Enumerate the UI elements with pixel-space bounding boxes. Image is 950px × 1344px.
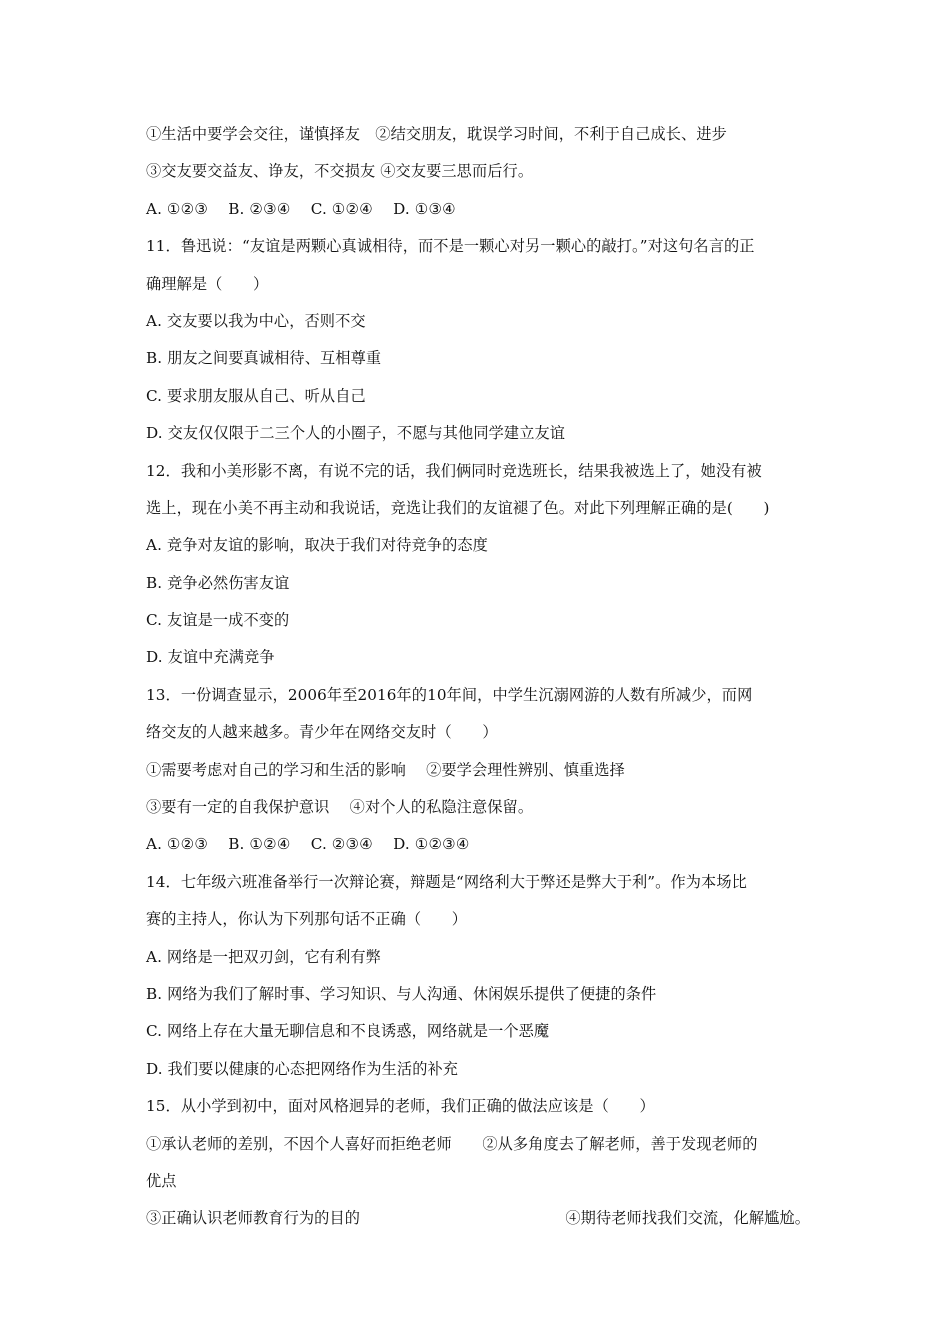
option-a: A. 网络是一把双刃剑，它有利有弊 xyxy=(146,947,381,966)
option-b: B. 网络为我们了解时事、学习知识、与人沟通、休闲娱乐提供了便捷的条件 xyxy=(146,984,657,1003)
question-14: 14．七年级六班准备举行一次辩论赛，辩题是“网络利大于弊还是弊大于利”。作为本场比 xyxy=(146,872,747,891)
option-d: D. 友谊中充满竞争 xyxy=(146,648,275,667)
text-line: 赛的主持人，你认为下列那句话不正确（ ） xyxy=(146,910,468,929)
option-c: C. 友谊是一成不变的 xyxy=(146,611,290,630)
text-line: 确理解是（ ） xyxy=(146,274,269,293)
answer-options: A. ①②③ B. ②③④ C. ①②④ D. ①③④ xyxy=(146,199,456,218)
option-a: A. 竞争对友谊的影响，取决于我们对待竞争的态度 xyxy=(146,536,488,555)
text-line: 选上，现在小美不再主动和我说话，竞选让我们的友谊褪了色。对此下列理解正确的是( ) xyxy=(146,498,770,517)
option-b: B. 竞争必然伤害友谊 xyxy=(146,573,290,592)
statement-3: ③正确认识老师教育行为的目的 xyxy=(146,1209,361,1228)
question-13: 13．一份调查显示，2006年至2016年的10年间，中学生沉溺网游的人数有所减少，而网 xyxy=(146,685,753,704)
text-line: ③交友要交益友、诤友，不交损友 ④交友要三思而后行。 xyxy=(146,162,534,181)
answer-options: A. ①②③ B. ①②④ C. ②③④ D. ①②③④ xyxy=(146,835,470,854)
question-content xyxy=(146,116,810,1238)
last-line xyxy=(146,1200,810,1237)
question-11: 11．鲁迅说：“友谊是两颗心真诚相待，而不是一颗心对另一颗心的敲打。”对这句名言的正 xyxy=(146,237,755,256)
option-d: D. 交友仅仅限于二三个人的小圈子，不愿与其他同学建立友谊 xyxy=(146,424,566,443)
option-a: A. 交友要以我为中心，否则不交 xyxy=(146,311,366,330)
option-c: C. 要求朋友服从自己、听从自己 xyxy=(146,386,366,405)
option-d: D. 我们要以健康的心态把网络作为生活的补充 xyxy=(146,1059,459,1078)
statement-4: ④期待老师找我们交流，化解尴尬。 xyxy=(565,1209,810,1228)
question-12: 12．我和小美形影不离，有说不完的话，我们俩同时竞选班长，结果我被选上了，她没有被 xyxy=(146,461,762,480)
option-c: C. 网络上存在大量无聊信息和不良诱惑，网络就是一个恶魔 xyxy=(146,1022,550,1041)
text-line: 络交友的人越来越多。青少年在网络交友时（ ） xyxy=(146,723,498,742)
text-line: ③要有一定的自我保护意识 ④对个人的私隐注意保留。 xyxy=(146,798,534,817)
text-line: ①需要考虑对自己的学习和生活的影响 ②要学会理性辨别、慎重选择 xyxy=(146,760,625,779)
text-line: 优点 xyxy=(146,1171,177,1190)
text-line: ①承认老师的差别，不因个人喜好而拒绝老师 ②从多角度去了解老师，善于发现老师的 xyxy=(146,1134,758,1153)
option-b: B. 朋友之间要真诚相待、互相尊重 xyxy=(146,349,382,368)
text-line: ①生活中要学会交往，谨慎择友 ②结交朋友，耽误学习时间，不利于自己成长、进步 xyxy=(146,125,727,143)
question-15: 15．从小学到初中，面对风格迥异的老师，我们正确的做法应该是（ ） xyxy=(146,1097,655,1116)
